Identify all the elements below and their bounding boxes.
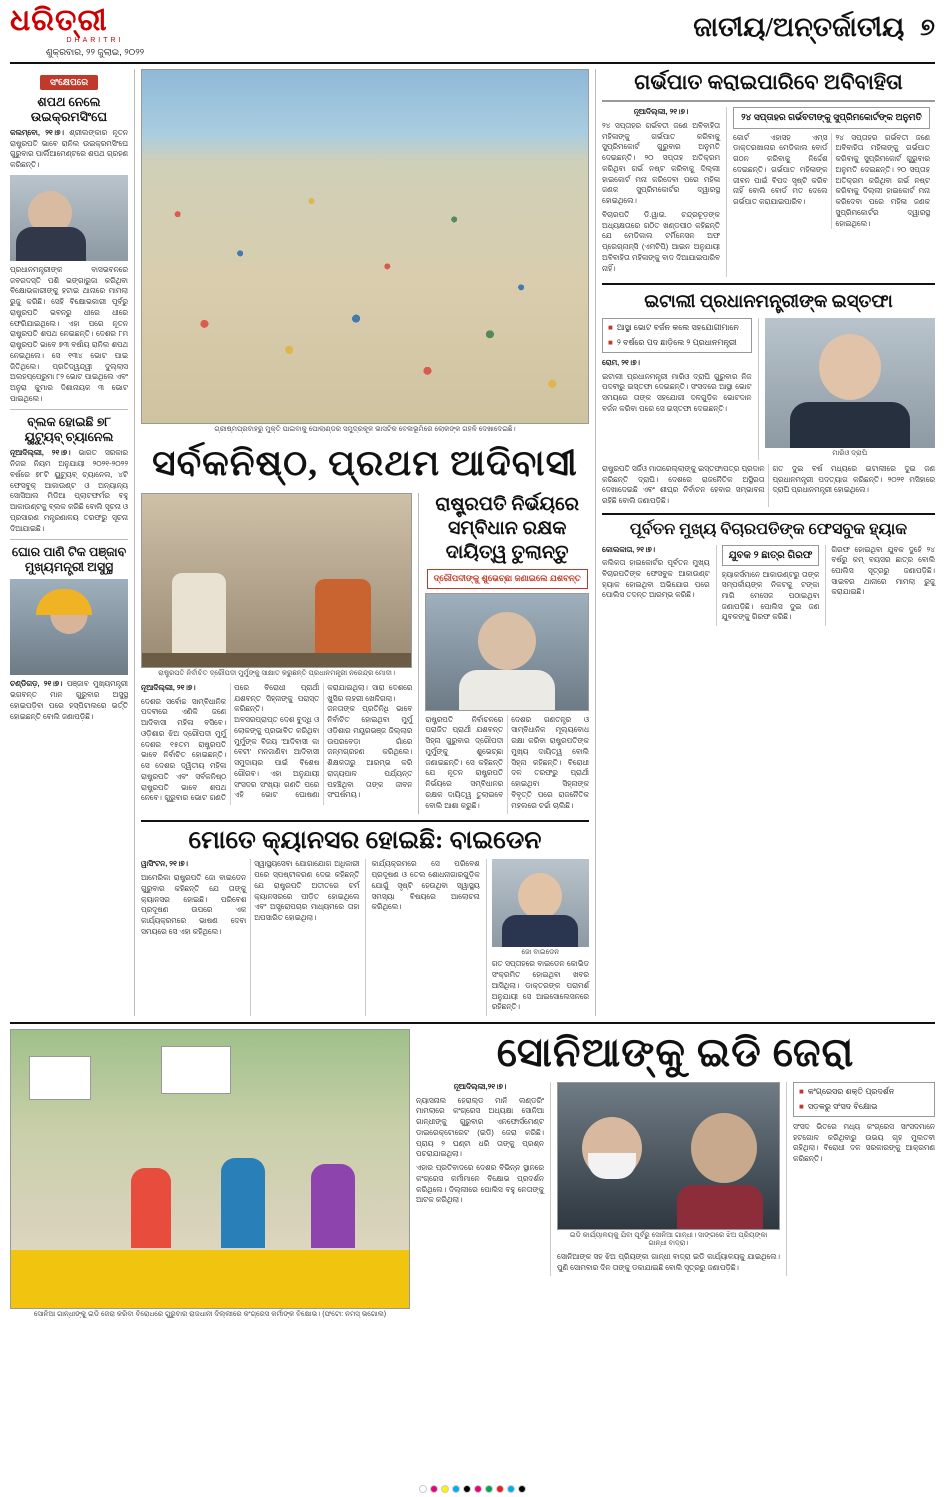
- brief-dateline: କଲମ୍ବୋ, ୨୧।୭।: [10, 128, 64, 137]
- headline-abortion: ଗର୍ଭପାତ କରାଇପାରିବେ ଅବିବାହିତା: [634, 70, 903, 94]
- logo-subtitle: DHARITRI: [66, 37, 124, 44]
- registration-dot: [441, 1485, 449, 1493]
- sonia-kicker-box: [793, 1082, 935, 1117]
- italy-para-3: ଗତ ଦୁଇ ବର୍ଷ ମଧ୍ୟରେ ଇଟାଲୀରେ ଦୁଇ ଜଣ ପ୍ରଧାନମନ୍ତ୍ରୀ ପଦତ୍ୟାଗ କରିଛନ୍ତି। ୨୦୨୧ ମସିହାରେ ଦ୍ରାଘି ପ୍ରଧାନମନ୍ତ୍ରୀ ହୋଇଥିଲେ।: [772, 463, 935, 495]
- brief-item: [10, 415, 128, 534]
- registration-dot: [430, 1485, 438, 1493]
- sonia-car-caption: ଇଡି କାର୍ଯ୍ୟାଳୟକୁ ଯିବା ପୂର୍ବରୁ ସୋନିଆ ଗାନ୍ଧୀ। ସାଙ୍ଗରେ ଝିଅ ପ୍ରିୟଙ୍କା ଗାନ୍ଧୀ ବାଦ୍ରା।: [569, 1232, 768, 1247]
- biden-dateline: ୱାସିଂଟନ, ୨୧।୭।: [141, 859, 189, 869]
- brief-lead: ଭାରତ ସରକାର ନିଜର ନିୟମ ଅନୁଯାୟୀ ୨୦୨୧-୨୦୨୨ ବର୍ଷରେ ୭୮ଟି ୟୁଟ୍ୟୁବ୍ ଚ୍ୟାନେଲ, ୪ଟି ଫେସବୁକ୍ ଆକାଉଣ୍ଟ ଓ ଅନ୍ୟାନ୍ୟ ସୋସିଆଲ ମିଡିଆ ପ୍ଲାଟଫର୍ମର ବହୁ ଆକାଉଣ୍ଟକୁ ବ୍ଲକ କରିଛି ବୋଲି ସୂଚନା ଓ ପ୍ରସାରଣ ମନ୍ତ୍ରଣାଳୟ ତରଫରୁ ସୂଚନା ଦିଆଯାଇଛି।: [10, 448, 128, 533]
- italy-kicker-1: ଆସ୍ଥା ଭୋଟ ବର୍ଜନ କଲେ ସହଯୋଗୀମାନେ: [616, 322, 739, 332]
- headline-biden: ମୋତେ କ୍ୟାନସର ହୋଇଛି: ବାଇଡେନ: [188, 827, 542, 855]
- biden-para-3: କାର୍ଯ୍ୟକ୍ରମରେ ସେ ପରିବେଶ ପ୍ରଦୂଷଣ ଓ ତେଲ ଶୋଧନାଗାରଗୁଡ଼ିକ ଯୋଗୁଁ ସୃଷ୍ଟି ହେଉଥିବା ସ୍ୱାସ୍ଥ୍ୟ ସମସ୍ୟା ବିଷୟରେ ଆଲୋଚନା କରିଥିଲେ।: [371, 859, 480, 912]
- bullet-icon: ■: [799, 1102, 804, 1111]
- brief-lead: ଶ୍ରୀଲଙ୍କାର ନୂତନ ରାଷ୍ଟ୍ରପତି ଭାବେ ରାନିଲ ଉଇକ୍ରମସିଂଘେ ଗୁରୁବାର ପାର୍ଲିଆମେଣ୍ଟରେ ଶପଥ ଗ୍ରହଣ କରିଛନ୍ତି।: [10, 128, 128, 170]
- brief-dateline: ଚଣ୍ଡିଗଡ଼, ୨୧।୭।: [10, 679, 63, 689]
- registration-dot: [518, 1485, 526, 1493]
- sonia-gandhi-car-photo: [557, 1082, 780, 1230]
- congress-protest-photo: [10, 1029, 410, 1309]
- registration-bar: [0, 1481, 945, 1497]
- adivasi-para-3: ଜନତାଙ୍କ ପ୍ରତିନିଧି ଭାବେ ନିର୍ବାଚିତ ହୋଇଥିବା ମୁର୍ମୁ ଓଡ଼ିଶାର ମୟୂରଭଞ୍ଜ ଜିଲ୍ଲାର ଉପରବେଡ଼ା ଗାଁରେ ଜନ୍ମଗ୍ରହଣ କରିଥିଲେ। ଶିକ୍ଷକତାରୁ ଆରମ୍ଭ କରି ରାଜ୍ୟପାଳ ପର୍ଯ୍ୟନ୍ତ ପହଞ୍ଚିଥିବା ତାଙ୍କ ଜୀବନ ସଂଘର୍ଷମୟ।: [327, 704, 413, 800]
- sidebar-briefs: [10, 69, 128, 1016]
- abortion-dateline: ନୂଆଦିଲ୍ଲୀ, ୨୧।୭।: [633, 107, 689, 117]
- bullet-icon: ■: [608, 337, 613, 347]
- registration-dot: [507, 1485, 515, 1493]
- registration-dot: [419, 1485, 427, 1493]
- headline-facebook: ପୂର୍ବତନ ମୁଖ୍ୟ ବିଚାରପତିଙ୍କ ଫେସବୁକ ହ୍ୟାକ: [629, 520, 908, 538]
- headline-president: ରାଷ୍ଟ୍ରପତି ନିର୍ଭୟରେ ସମ୍ବିଧାନ ରକ୍ଷକ ଦାୟିତ୍ୱ ତୁଲାନ୍ତୁ: [435, 494, 580, 563]
- lead-photo-block: [141, 69, 589, 436]
- sonia-kicker-1: କଂଗ୍ରେସର ଶକ୍ତି ପ୍ରଦର୍ଶନ: [807, 1087, 895, 1096]
- sonia-para-3: ସୋନିଆଙ୍କ ସହ ଝିଅ ପ୍ରିୟଙ୍କା ଗାନ୍ଧୀ ବାଦ୍ରା ଇଡି କାର୍ଯ୍ୟାଳୟକୁ ଯାଇଥିଲେ। ପୁଣି ସୋମବାର ଦିନ ତାଙ୍କୁ ଡକାଯାଇଛି ବୋଲି ସୂତ୍ରରୁ ଜଣାପଡ଼ିଛି।: [557, 1252, 780, 1272]
- headline-italy: ଇଟାଲୀ ପ୍ରଧାନମନ୍ତ୍ରୀଙ୍କ ଇସ୍ତଫା: [644, 291, 893, 312]
- registration-dot: [452, 1485, 460, 1493]
- italy-kicker-box: [602, 318, 752, 353]
- ranil-wickremesinghe-photo: [10, 175, 128, 261]
- story-abortion: [602, 69, 935, 277]
- modi-murmu-meeting-photo: [141, 493, 412, 668]
- bullet-icon: ■: [799, 1087, 804, 1096]
- adivasi-dateline: ନୂଆଦିଲ୍ଲୀ, ୨୧।୭।: [141, 683, 196, 692]
- brief-item: [10, 95, 128, 404]
- abortion-para-3: କୋର୍ଟ ଏହାସହ ଏମ୍ସ ଡାକ୍ତରଖାନାର ମେଡିକାଲ ବୋର୍ଡ ଗଠନ କରିବାକୁ ନିର୍ଦ୍ଦେଶ ଦେଇଛନ୍ତି। ଗର୍ଭପାତ ମହିଳାଙ୍କ ଜୀବନ ପାଇଁ ବିପଦ ସୃଷ୍ଟି କରିବ ନାହିଁ ବୋଲି ବୋର୍ଡ ମତ ଦେଲେ ଗର୍ଭପାତ କରାଯାଇପାରିବ।: [733, 132, 828, 207]
- registration-dot: [496, 1485, 504, 1493]
- lead-photo-caption: ଗ୍ରୀଷ୍ମପ୍ରବାହରୁ ମୁକ୍ତି ପାଇବାକୁ ପୋଲାଣ୍ଡର ସମୁଦ୍ରକୂଳ ଭାସଟିକ ବେଳାଭୂମିରେ ଲୋକଙ୍କ ଗହଳି ଦେଖାଦେଇଛି।: [214, 426, 516, 433]
- abortion-para-2: ବିଚାରପତି ଡି.ୱାଇ. ଚନ୍ଦ୍ରଚୂଡ଼ଙ୍କ ଅଧ୍ୟକ୍ଷତାରେ ଗଠିତ ଖଣ୍ଡପୀଠ କହିଛନ୍ତି ଯେ ମେଡିକାଲ ଟର୍ମିନେସନ ଅଫ ପ୍ରେଗ୍ନାନ୍ସି (ଏମଟିପି) ଆଇନ ଅନୁଯାୟୀ ଅବିବାହିତା ମହିଳାଙ୍କୁ ବାଦ ଦିଆଯାଇପାରିବ ନାହିଁ।: [602, 209, 720, 273]
- registration-dot: [474, 1485, 482, 1493]
- italy-para-2: ରାଷ୍ଟ୍ରପତି ସର୍ଜିଓ ମାତାରେଲ୍ଲାଙ୍କୁ ଇସ୍ତଫାପତ୍ର ପ୍ରଦାନ କରିଛନ୍ତି ଦ୍ରାଘି। ଦେଶରେ ରାଜନୈତିକ ଅସ୍ଥିରତା ଦେଖାଦେଇଛି ଏବଂ ଶୀଘ୍ର ନିର୍ବାଚନ ହେବାର ସମ୍ଭାବନା ରହିଛି ବୋଲି ଜଣାପଡ଼ିଛି।: [602, 463, 765, 505]
- masthead: [10, 6, 935, 64]
- sonia-para-2: ଏହାର ପ୍ରତିବାଦରେ ଦେଶର ବିଭିନ୍ନ ସ୍ଥାନରେ କଂଗ୍ରେସ କର୍ମୀମାନେ ବିକ୍ଷୋଭ ପ୍ରଦର୍ଶନ କରିଥିଲେ। ଦିଲ୍ଲୀରେ ପୋଲିସ ବହୁ ନେତାଙ୍କୁ ଆଟକ କରିଥିଲା।: [416, 1163, 544, 1205]
- brief-dateline: ନୂଆଦିଲ୍ଲୀ, ୨୧।୭।: [10, 448, 71, 458]
- abortion-para-1: ୨୪ ସପ୍ତାହର ଗର୍ଭବତୀ ଜଣେ ଅବିବାହିତା ମହିଳାଙ୍କୁ ଗର୍ଭପାତ କରିବାକୁ ସୁପ୍ରିମକୋର୍ଟ ଗୁରୁବାର ଅନୁମତି ଦେଇଛନ୍ତି। ୨୦ ସପ୍ତାହ ଅତିକ୍ରମ କରିଥିବା ଗର୍ଭ ନଷ୍ଟ କରିବାକୁ ଦିଲ୍ଲୀ ହାଇକୋର୍ଟ ମନା କରିଦେବା ପରେ ମହିଳା ଜଣକ ସୁପ୍ରିମକୋର୍ଟର ଦ୍ୱାରସ୍ଥ ହୋଇଥିଲେ।: [602, 120, 720, 206]
- sonia-para-1: ନ୍ୟାସନାଲ ହେରାଲ୍ଡ ମାନି ଲଣ୍ଡରିଂ ମାମଲାରେ କଂଗ୍ରେସ ଅଧ୍ୟକ୍ଷା ସୋନିଆ ଗାନ୍ଧୀଙ୍କୁ ଗୁରୁବାର ଏନଫୋର୍ସମେଣ୍ଟ ଡାଇରେକ୍ଟୋରେଟ (ଇଡି) ଜେରା କରିଛି। ପ୍ରାୟ ୨ ଘଣ୍ଟା ଧରି ତାଙ୍କୁ ପ୍ରଶ୍ନ ପଚରାଯାଇଥିଲା।: [416, 1095, 544, 1159]
- registration-dots: [419, 1485, 526, 1493]
- president-kicker: ଦ୍ରୌପଦୀଙ୍କୁ ଶୁଭେଚ୍ଛା ଜଣାଇଲେ ଯଶବନ୍ତ: [427, 569, 588, 588]
- mario-draghi-photo: [765, 318, 935, 448]
- adivasi-para-2: ଅବସରପ୍ରାପ୍ତ ଦେଶ ବୁଦ୍ଧି ଓ ଲୋକଙ୍କୁ ପ୍ରଭାବିତ କରିଥିବା ମୁର୍ମୁଙ୍କ ବିଜୟ 'ଆଦିବାସୀ କା ବେଟୀ' ମନଜାଣିବା ଆଦିବାସୀ ସମୁଦାୟର ପାଇଁ ବିଶେଷ ଗୌରବ। ଏହା ଅନୁଯାୟୀ ସଂସଦର ସଂଖ୍ୟା ଗଣତି ପରେ ଏହି ଭୋଟ ଘୋଷଣା କରାଯାଇଥିଲା। ସାରା ଦେଶରେ ଖୁସିର ଲହରୀ ଖେଳିଗଲା।: [234, 683, 413, 800]
- page-number: ୭: [920, 14, 935, 41]
- registration-dot: [485, 1485, 493, 1493]
- logo-text: ଧରିତ୍ରୀ: [10, 4, 108, 37]
- italy-dateline: ରୋମ, ୨୧।୭।: [602, 357, 640, 367]
- headline-sonia: ସୋନିଆଙ୍କୁ ଇଡି ଜେରା: [496, 1030, 855, 1075]
- sonia-kicker-2: ସଡ଼କରୁ ସଂସଦ ବିକ୍ଷୋଭ: [807, 1102, 878, 1111]
- facebook-para-2: ହ୍ୟାକର୍ସମାନେ ଆକାଉଣ୍ଟରୁ ତାଙ୍କ ସମ୍ପର୍କୀୟଙ୍କ ନିକଟକୁ ଟଙ୍କା ମାଗି ମେସେଜ ପଠାଇଥିବା ଜଣାପଡ଼ିଛି। ପୋଲିସ ଦୁଇ ଜଣ ଯୁବକଙ୍କୁ ଗିରଫ କରିଛି।: [721, 569, 820, 622]
- brief-item: [10, 545, 128, 722]
- facebook-kicker: ଯୁବକ ୨ ଛାତ୍ର ଗିରଫ: [722, 545, 820, 566]
- center-column: [134, 69, 589, 1016]
- sonia-dateline: ନୂଆଦିଲ୍ଲୀ,୨୧।୭।: [453, 1082, 507, 1091]
- briefs-badge: ସଂକ୍ଷେପରେ: [40, 75, 98, 90]
- headline-adivasi: ସର୍ବକନିଷ୍ଠ, ପ୍ରଥମ ଆଦିବାସୀ: [152, 443, 578, 483]
- italy-kicker-2: ୨ ବର୍ଷରେ ପଦ ଛାଡ଼ିଲେ ୨ ପ୍ରଧାନମନ୍ତ୍ରୀ: [616, 337, 737, 347]
- biden-para-2: ସ୍ୱାସ୍ଥ୍ୟସେବା ଯୋଗାଯୋଗ ଅଧିକାରୀ ପରେ ସ୍ପଷ୍ଟୀକରଣ ଦେଇ କହିଛନ୍ତି ଯେ ରାଷ୍ଟ୍ରପତି ଅତୀତରେ ଚର୍ମ କ୍ୟାନସରରେ ପୀଡ଼ିତ ହୋଇଥିଲେ ଏବଂ ଅସ୍ତ୍ରୋପଚାର ମାଧ୍ୟମରେ ତାହା ଅପସାରିତ ହୋଇଥିଲା।: [254, 859, 360, 922]
- facebook-para-1: କଲିକତା ହାଇକୋର୍ଟର ପୂର୍ବତନ ମୁଖ୍ୟ ବିଚାରପତିଙ୍କ ଫେସବୁକ ଆକାଉଣ୍ଟ ହ୍ୟାକ ହୋଇଥିବା ଅଭିଯୋଗ ପରେ ପୋଲିସ ତଦନ୍ତ ଆରମ୍ଭ କରିଛି।: [602, 558, 710, 600]
- story-italy: [602, 283, 935, 506]
- protest-photo-caption: ସୋନିଆ ଗାନ୍ଧୀଙ୍କୁ ଇଡି ଜେରା କରିବା ବିରୋଧରେ ଗୁରୁବାର ରାଜଧାନୀ ଦିଲ୍ଲୀରେ କଂଗ୍ରେସ କର୍ମୀଙ୍କ ବିକ୍ଷୋଭ। (ଫଟୋ: ନମସ୍ ଭଗୋଲ): [33, 1311, 387, 1318]
- sonia-para-4: ସଂସଦ ଭିତରେ ମଧ୍ୟ କଂଗ୍ରେସ ସାଂସଦମାନେ ହଟଗୋଳ କରିଥିବାରୁ ଉଭୟ ଗୃହ ମୁଲତବୀ ରହିଥିଲା। ବିରୋଧୀ ଦଳ ସରକାରଙ୍କୁ ଆକ୍ରମଣ କରିଛନ୍ତି।: [793, 1122, 935, 1164]
- brief-lead: ପଞ୍ଜାବ ମୁଖ୍ୟମନ୍ତ୍ରୀ ଭଗବନ୍ତ ମାନ ଗୁରୁବାର ଅସୁସ୍ଥ ହୋଇପଡ଼ିବା ପରେ ହସ୍ପିଟାଲରେ ଭର୍ତ୍ତି ହୋଇଛନ୍ତି ବୋଲି ଜଣାପଡ଼ିଛି।: [10, 679, 128, 721]
- italy-para-1: ଇଟାଲୀ ପ୍ରଧାନମନ୍ତ୍ରୀ ମାରିଓ ଦ୍ରାଘି ଗୁରୁବାର ନିଜ ପଦବୀରୁ ଇସ୍ତଫା ଦେଇଛନ୍ତି। ସଂସଦରେ ଆସ୍ଥା ଭୋଟ ସମୟରେ ତାଙ୍କ ସହଯୋଗୀ ଦଳଗୁଡ଼ିକ ଭୋଟଦାନ ବର୍ଜନ କରିବା ପରେ ସେ ଇସ୍ତଫା ଦେଇଛନ୍ତି।: [602, 371, 752, 413]
- brief-body: ପ୍ରଧାନମନ୍ତ୍ରୀଙ୍କ ବାସଭବନରେ ଜବରଦସ୍ତି ପଶି ଭଙ୍ଗାରୁଜା କରିଥିବା ବିକ୍ଷୋଭକାରୀଙ୍କୁ ହଟାଇ ଥାନାରେ ମାମଲା ରୁଜୁ କରିଛି। ସେହି ବିକ୍ଷୋଭକାରୀ ପୂର୍ବରୁ ରାଷ୍ଟ୍ରପତି ଭବନରୁ ଧୀରେ ଧୀରେ ଫେରିଯାଇଥିଲେ। ଏହା ପରେ ନୂତନ ରାଷ୍ଟ୍ରପତି ଶପଥ ନେଇଛନ୍ତି। ଦେଶର ୮ମ ରାଷ୍ଟ୍ରପତି ଭାବେ ୭୩ ବର୍ଷୀୟ ରାନିଲ ଶପଥ ନେଇଥିଲେ। ସେ ୧୩୪ ଭୋଟ ପାଇ ଜିତିଥିଲେ। ପ୍ରତିଦ୍ୱନ୍ଦ୍ୱୀ ଦୁଲ୍ଲାସ ଅଲହପ୍ପେରୁମା ୮୨ ଭୋଟ ପାଇଥିଲେ ଏବଂ ଅନୁରା କୁମାର ଦିଶାନାୟକ ୩ ଭୋଟ ପାଇଥିଲେ।: [10, 264, 128, 403]
- issue-date: ଶୁକ୍ରବାର, ୨୨ ଜୁଲାଇ, ୨୦୨୨: [45, 47, 145, 57]
- biden-para-4: ଗତ ସପ୍ତାହରେ ବାଇଡେନ କୋଭିଡ ସଂକ୍ରମିତ ହୋଇଥିବା ଖବର ଆସିଥିଲା। ଡାକ୍ତରଙ୍କ ପରାମର୍ଶ ଅନୁଯାୟୀ ସେ ଆଇସୋଲେସନରେ ରହିଛନ୍ତି।: [491, 959, 589, 1012]
- abortion-kicker: ୨୪ ସପ୍ତାହର ଗର୍ଭବତୀଙ୍କୁ ସୁପ୍ରିମକୋର୍ଟଙ୍କ ଅନୁମତି: [733, 107, 930, 129]
- story-biden: [141, 820, 589, 1016]
- president-para-2: ଦେଶର ଗଣତନ୍ତ୍ର ଓ ସାମ୍ବିଧାନିକ ମୂଲ୍ୟବୋଧ ରକ୍ଷା କରିବା ରାଷ୍ଟ୍ରପତିଙ୍କ ମୁଖ୍ୟ ଦାୟିତ୍ୱ ବୋଲି ସିହ୍ନା କହିଛନ୍ତି। ବିରୋଧୀ ଦଳ ତରଫରୁ ପ୍ରାର୍ଥୀ ହୋଇଥିବା ସିହ୍ନାଙ୍କ ବିବୃତ୍ତି ପରେ ରାଜନୈତିକ ମହଲରେ ଚର୍ଚ୍ଚା ଚାଲିଛି।: [511, 714, 589, 810]
- joe-biden-photo: [492, 859, 589, 947]
- biden-photo-caption: ଜୋ ବାଇଡେନ: [521, 949, 560, 957]
- story-sonia: [10, 1022, 935, 1321]
- abortion-para-1b: ୨୪ ସପ୍ତାହର ଗର୍ଭବତୀ ଜଣେ ଅବିବାହିତା ମହିଳାଙ୍କୁ ଗର୍ଭପାତ କରିବାକୁ ସୁପ୍ରିମକୋର୍ଟ ଗୁରୁବାର ଅନୁମତି ଦେଇଛନ୍ତି। ୨୦ ସପ୍ତାହ ଅତିକ୍ରମ କରିଥିବା ଗର୍ଭ ନଷ୍ଟ କରିବାକୁ ଦିଲ୍ଲୀ ହାଇକୋର୍ଟ ମନା କରିଦେବା ପରେ ମହିଳା ଜଣକ ସୁପ୍ରିମକୋର୍ଟର ଦ୍ୱାରସ୍ଥ ହୋଇଥିଲେ।: [835, 132, 930, 228]
- draghi-photo-caption: ମାରିଓ ଦ୍ରାଘି: [832, 449, 868, 457]
- bhagwant-mann-photo: [10, 579, 128, 675]
- facebook-para-3: ଗିରଫ ହୋଇଥିବା ଯୁବକ ଦୁହେଁ ୨୪ ବର୍ଷରୁ କମ୍ ବୟସର ଛାତ୍ର ବୋଲି ପୋଲିସ ସୂତ୍ରରୁ ଜଣାପଡ଼ିଛି। ସାଇବର ଥାନାରେ ମାମଲା ରୁଜୁ କରାଯାଇଛି।: [831, 544, 936, 597]
- brief-headline: ବ୍ଲକ ହୋଇଛି ୭୮ ୟୁଟ୍ୟୁବ୍ ଚ୍ୟାନେଲ: [24, 415, 114, 445]
- adivasi-para-1: ଦେଶର ସର୍ବୋଚ୍ଚ ସାମ୍ବିଧାନିକ ପଦବୀରେ ଏଣିକି ଜଣେ ଆଦିବାସୀ ମହିଳା ବସିବେ। ଓଡ଼ିଶାର ଝିଅ ଦ୍ରୌପଦୀ ମୁର୍ମୁ ଦେଶର ୧୫ତମ ରାଷ୍ଟ୍ରପତି ଭାବେ ନିର୍ବାଚିତ ହୋଇଛନ୍ତି। ସେ ଦେଶର ଦ୍ୱିତୀୟ ମହିଳା ରାଷ୍ଟ୍ରପତି ଏବଂ ସର୍ବକନିଷ୍ଠ ରାଷ୍ଟ୍ରପତି ଭାବେ ଶପଥ ନେବେ। ଗୁରୁବାର ଭୋଟ ଗଣତି ପରେ ବିରୋଧୀ ପ୍ରାର୍ଥୀ ଯଶବନ୍ତ ସିହ୍ନାଙ୍କୁ ପରାସ୍ତ କରିଛନ୍ତି।: [141, 683, 320, 803]
- bullet-icon: ■: [608, 322, 613, 332]
- brief-headline: ଶପଥ ନେଲେ ଉଇକ୍ରମସିଂଘେ: [30, 95, 108, 124]
- president-para-1: ରାଷ୍ଟ୍ରପତି ନିର୍ବାଚନରେ ପରାଜିତ ପ୍ରାର୍ଥୀ ଯଶବନ୍ତ ସିହ୍ନା ଗୁରୁବାର ଦ୍ରୌପଦୀ ମୁର୍ମୁଙ୍କୁ ଶୁଭେଚ୍ଛା ଜଣାଇଛନ୍ତି। ସେ କହିଛନ୍ତି ଯେ ନୂତନ ରାଷ୍ଟ୍ରପତି ନିର୍ଭୟରେ ସମ୍ବିଧାନର ରକ୍ଷକ ଦାୟିତ୍ୱ ତୁଲାଇବେ ବୋଲି ଆଶା କରୁଛି।: [425, 714, 504, 810]
- facebook-dateline: କୋଲକାତା, ୨୧।୭।: [602, 544, 656, 554]
- section-title: ଜାତୀୟ/ଅନ୍ତର୍ଜାତୀୟ: [693, 12, 905, 42]
- biden-para-1: ଆମେରିକା ରାଷ୍ଟ୍ରପତି ଜୋ ବାଇଡେନ ଗୁରୁବାର କହିଛନ୍ତି ଯେ ତାଙ୍କୁ କ୍ୟାନସର ହୋଇଛି। ପରିବେଶ ପ୍ରଦୂଷଣ ଉପରେ ଏକ କାର୍ଯ୍ୟକ୍ରମରେ ଭାଷଣ ଦେବା ସମୟରେ ସେ ଏହା କହିଥିଲେ।: [141, 873, 247, 936]
- brief-headline: ଘୋର ପାଣି ଟିକ ପଞ୍ଜାବ ମୁଖ୍ୟମନ୍ତ୍ରୀ ଅସୁସ୍ଥ: [11, 545, 127, 575]
- beach-crowd-photo: [141, 69, 589, 424]
- modi-murmu-caption: ରାଷ୍ଟ୍ରପତି ନିର୍ବାଚିତ ଦ୍ରୌପଦୀ ମୁର୍ମୁଙ୍କୁ ସାକ୍ଷାତ କରୁଛନ୍ତି ପ୍ରଧାନମନ୍ତ୍ରୀ ନରେନ୍ଦ୍ର ମୋଦୀ।: [158, 670, 396, 677]
- story-president: [418, 493, 589, 814]
- yashwant-sinha-photo: [425, 593, 589, 711]
- registration-dot: [463, 1485, 471, 1493]
- story-facebook: [602, 513, 935, 626]
- masthead-logo: [10, 6, 180, 58]
- right-column: [595, 69, 935, 1016]
